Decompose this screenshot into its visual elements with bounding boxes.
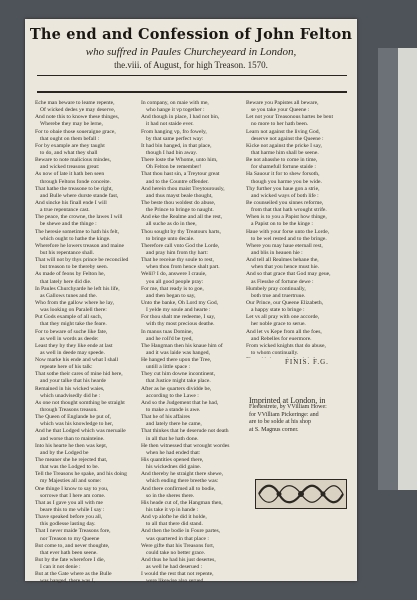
verse-line: in all that he hath done. xyxy=(146,435,199,442)
verse-line: That hathe the treasone to be right, xyxy=(35,185,113,192)
verse-line: for shamefull fortune staide : xyxy=(251,164,316,171)
verse-line: Into his hearte he then was kept, xyxy=(35,442,108,449)
imprint-line: at S. Magnus corner. xyxy=(249,426,299,433)
verse-line: and your talke that his hearde xyxy=(40,378,107,385)
verse-line: That will not by thys prince be reconciled xyxy=(35,257,129,264)
finis-initials: F.G. xyxy=(313,358,329,366)
verse-line: and pray him from thy hart: xyxy=(146,249,208,256)
verse-line: as well in words as deede: xyxy=(40,335,99,342)
verse-line: Ha Sauour it for to shew forsoth, xyxy=(246,171,320,178)
verse-line: and it was laide was hanged, xyxy=(146,349,210,356)
verse-line: I yelde my soule and hearte : xyxy=(146,307,211,314)
verse-line: His heade cut of, the Hangman then, xyxy=(141,499,223,506)
verse-line: But come to, and never thoughte, xyxy=(35,542,110,549)
imprint-line: are to be solde at his shop xyxy=(249,419,311,426)
verse-line: Humbely pray continually, xyxy=(246,285,306,292)
verse-line: And there confirmed all to bodie, xyxy=(141,485,216,492)
verse-line: could take no better grace. xyxy=(146,549,206,556)
verse-line: when that you hence must hie. xyxy=(251,264,320,271)
verse-line: Were gifte that his Treasons fort, xyxy=(141,542,215,549)
verse-line: For to beware of suche like fate, xyxy=(35,328,108,335)
verse-line: that lately here did die. xyxy=(40,278,92,285)
verse-line: Learn not against the living God, xyxy=(246,128,320,135)
verse-column-3 xyxy=(246,100,350,358)
verse-line: The beste thou woldest do abuse, xyxy=(141,199,216,206)
verse-line: That thou hast sin, a Treytour great xyxy=(141,171,220,178)
verse-line: it had not staide ever. xyxy=(146,121,194,128)
verse-line: And eke the Realme and all the rest, xyxy=(141,214,223,221)
verse-line: and he roll'd be tyed, xyxy=(146,335,193,342)
verse-line: that harme him shall be seene. xyxy=(251,149,319,156)
verse-line: when he had ended that: xyxy=(146,449,201,456)
verse-line: But by the fate wherefore I die, xyxy=(35,557,106,563)
verse-line: that they might take the feare. xyxy=(40,321,107,328)
verse-line: The meaner she he rejected that, xyxy=(35,457,108,464)
rule-bottom xyxy=(37,91,347,93)
verse-line: I can it not denie : xyxy=(40,564,81,571)
broadside-sheet xyxy=(25,19,357,585)
verse-line: It had bin hanged, in that place, xyxy=(141,142,212,149)
verse-line: which ending there breethe was: xyxy=(146,478,219,485)
verse-line: and Bulle where durste stande fast, xyxy=(40,192,119,199)
verse-line: that ought on them befall : xyxy=(40,135,100,142)
verse-line: a Papist on to be the kinge : xyxy=(251,221,313,228)
verse-line: to be wel rested and to the bringe. xyxy=(251,235,327,242)
verse-line: They cut him downe incontinent, xyxy=(141,371,216,378)
verse-line: to do, and what they shall xyxy=(40,149,98,156)
verse-line: by that same perfect way: xyxy=(146,135,204,142)
verse-line: As made of feons by Felton he, xyxy=(35,271,106,278)
verse-line: when thou from hence shalt part. xyxy=(146,264,220,271)
verse-line: and to the Countre offender. xyxy=(146,178,209,185)
verse-line: That I never maide Treasons fore, xyxy=(35,528,111,535)
verse-line: and blis in heauen hie : xyxy=(251,249,303,256)
verse-line: who hange it vp together : xyxy=(146,107,205,114)
verse-line: from that that hath wrought strife. xyxy=(251,207,327,214)
verse-line: That he of his affaires xyxy=(141,414,190,421)
verse-line: Let not your Treasonous hartes be bent xyxy=(246,114,334,121)
rule-top xyxy=(37,75,347,76)
verse-line: Put Gods example of all such, xyxy=(35,314,103,321)
verse-line: beare this to me while I say : xyxy=(40,507,105,514)
verse-line: though you harme you be wide. xyxy=(251,178,322,185)
verse-line: sorrowe that I here am come. xyxy=(40,492,106,499)
verse-line: as well he had deserued : xyxy=(146,564,203,571)
verse-line: Let vs all pray with one accorde, xyxy=(246,314,320,321)
verse-line: And though in place, I had not bin, xyxy=(141,114,220,121)
verse-line: The Hangman then his knaue him of xyxy=(141,342,223,349)
verse-line: The peace, the crowne, the lawes I will xyxy=(35,214,123,221)
verse-line: Be counseiled you sinnes reforme, xyxy=(246,199,324,206)
verse-line: And he that Lodged which was meruaile xyxy=(35,428,126,435)
verse-line: and lately there he came, xyxy=(146,421,202,428)
verse-line: that ever hath been seene. xyxy=(40,549,98,556)
verse-line: were likewise also serued. xyxy=(146,578,205,585)
imprint-line: Fleetestrete, by VVilliam Howe: xyxy=(249,404,327,411)
title-line-1: The end and Confession of John Felton xyxy=(29,26,353,43)
verse-line: Wherefore he lowers treason and maine xyxy=(35,242,124,249)
verse-line: That as I gave you all with me xyxy=(35,499,103,506)
verse-line: As one not thought somthing be straight xyxy=(35,399,125,406)
verse-line: through Treasons treason. xyxy=(40,407,98,414)
verse-line: her noble grace to serue. xyxy=(251,321,306,328)
verse-line: And sincke his finall ende I will xyxy=(35,199,107,206)
verse-line: When is to you a Papist how thinge, xyxy=(246,214,327,221)
verse-line: but treason to be thereby seen. xyxy=(40,264,109,271)
title-line-2: who suffred in Paules Churcheyeard in London, xyxy=(85,46,297,58)
verse-line: as Gallows tunes and the. xyxy=(40,292,98,299)
verse-line: Oh Felton be remember! xyxy=(146,164,202,171)
verse-line: no more to her hath been. xyxy=(251,121,309,128)
verse-line: which ought to hathe the kinge. xyxy=(40,235,111,242)
verse-column-1 xyxy=(35,100,133,590)
verse-line: From hanging vp, fro fowely, xyxy=(141,128,207,135)
verse-line: And so the Judgement that he had, xyxy=(141,399,219,406)
verse-line: In manus tuas Domine, xyxy=(141,328,193,335)
verse-line: Our Prince, our Queene Elizabeth, xyxy=(246,299,324,306)
verse-line: Thy further you haue gon a strie, xyxy=(246,185,320,192)
verse-line: which was his knowledge to her, xyxy=(40,421,114,428)
verse-line: according to the Lawe : xyxy=(146,392,199,399)
verse-line: That thinkes that he deserude not death xyxy=(141,428,229,435)
verse-line: Wherebe they may be lerne, xyxy=(40,121,103,128)
verse-line: Thou sought by thy Treatours harts, xyxy=(141,228,221,235)
verse-line: repeate here of his talk: xyxy=(40,364,93,371)
verse-line: you all good people pray: xyxy=(146,278,204,285)
verse-line: Beware you Papistes all beware, xyxy=(246,100,319,106)
verse-line: was looking on Paralell there: xyxy=(40,307,107,314)
verse-line: and by the Lodged be xyxy=(40,449,89,456)
verse-line: That he receiue thy soule to rest, xyxy=(141,257,214,264)
verse-line: which unadvisedly did he : xyxy=(40,392,101,399)
verse-line: that was the Lodged to be. xyxy=(40,464,100,471)
verse-line: Tell the Treasons he spake, and his doing xyxy=(35,471,127,478)
verse-line: deserve not against the Queene : xyxy=(251,135,324,142)
verse-line: The heresie sometime to hath his felt, xyxy=(35,228,120,235)
verse-line: his wickednes did gaine. xyxy=(146,464,201,471)
verse-line: Eche man beware to leame repente, xyxy=(35,100,115,106)
verse-line: He hanged there upon the Tree, xyxy=(141,357,212,364)
verse-line: a happy state to bringe : xyxy=(251,307,305,314)
verse-line: to bringe unto decaie. xyxy=(146,235,195,242)
verse-line: but his repentance shall. xyxy=(40,249,95,256)
verse-line: Unto the banke, Oh Lord my God, xyxy=(141,299,219,306)
verse-line: The Queen of Englande he put of, xyxy=(35,414,111,421)
verse-line: Beware to note malicious mindes, xyxy=(35,157,111,164)
verse-line: Least they by they like ende at last xyxy=(35,342,113,349)
verse-line: Therefore call vnto God the Lorde, xyxy=(141,242,220,249)
verse-column-2 xyxy=(141,100,241,590)
verse-line: and thus mayst beale thought, xyxy=(146,192,213,199)
verse-line: all suche as do in thee, xyxy=(146,221,197,228)
verse-line: And vp alofte he did it holde, xyxy=(141,514,207,521)
verse-line: was hanged, there was I, xyxy=(40,578,95,585)
verse-line: In company, on maie with me, xyxy=(141,100,209,106)
verse-line: That sothe their cares of mine hid here, xyxy=(35,371,123,378)
verse-line: both true and truertruue. xyxy=(251,292,306,299)
verse-line: his take it vp in hande : xyxy=(146,507,199,514)
scale-ruler xyxy=(378,48,417,490)
verse-line: For thou shalt me redeeme, I say, xyxy=(141,314,216,321)
imprint-block xyxy=(249,397,353,434)
verse-line: And let vs Kepe from all the foes, xyxy=(246,328,322,335)
verse-line: to whom continually. xyxy=(251,349,299,356)
verse-line: with thy most precious deathe. xyxy=(146,321,215,328)
verse-line: to all that there did stand. xyxy=(146,521,203,528)
verse-line: And then the bodie in Foure partes, xyxy=(141,528,221,535)
verse-line: untill a little space : xyxy=(146,364,191,371)
verse-line: as well in deede may speede. xyxy=(40,349,105,356)
verse-line: Thave speaked before you all, xyxy=(35,514,103,521)
verse-line: was quartered in that place : xyxy=(146,535,209,542)
verse-line: As now of late it hath ben seen xyxy=(35,171,105,178)
verse-line: Haue with your forse unto the Lorde, xyxy=(246,228,330,235)
verse-line: and wicked ways of both life : xyxy=(251,192,319,199)
verse-line: and worse than to mainteine. xyxy=(40,435,105,442)
verse-line: And herein thou maist Treytourously, xyxy=(141,185,225,192)
verse-line: the Prince to bringe to naught. xyxy=(146,207,214,214)
finis-mark xyxy=(285,358,329,366)
verse-line: this godlesse lasting day. xyxy=(40,521,96,528)
verse-line: He then witnessed that wrought wordes xyxy=(141,442,230,449)
verse-line: After as he quarters dividde be, xyxy=(141,385,212,392)
verse-line: Who from the gallow where he lay, xyxy=(35,299,115,306)
verse-line: I would the rest that not repente, xyxy=(141,571,214,578)
imprint-line: Imprinted at London, in xyxy=(249,396,326,405)
verse-line: And so that grace that God may geue, xyxy=(246,271,331,278)
verse-line: to make a stande is awe. xyxy=(146,407,201,414)
verse-line: For me, that ready is to goe, xyxy=(141,285,204,292)
verse-line: that Justice might take place. xyxy=(146,378,211,385)
verse-line: through Feltons fonde conceite. xyxy=(40,178,111,185)
verse-line: And note this to knowe these thinges, xyxy=(35,114,120,121)
verse-line: There loste the Whome, unto him, xyxy=(141,157,218,164)
finis-text: FINIS. xyxy=(285,358,311,366)
verse-line: though I had bin away. xyxy=(146,149,198,156)
verse-line: and wicked treasons great: xyxy=(40,164,100,171)
title-line-3: the.viii. of August, for high Treason. 1570. xyxy=(114,60,268,70)
verse-line: Kicke not against the pricke I say, xyxy=(246,142,322,149)
verse-line: as Flesshe of fortune dewe : xyxy=(251,278,314,285)
printer-ornament-icon xyxy=(255,479,347,509)
verse-line: and then began to say, xyxy=(146,292,196,299)
verse-line: One thinge I know to say to you, xyxy=(35,485,109,492)
verse-line: For to obaie those soueraigne grace, xyxy=(35,128,116,135)
verse-line: my Majesties all and some: xyxy=(40,478,102,485)
verse-line: and Rebelles for euermore. xyxy=(251,335,312,342)
verse-line: In Paules Churchyarde he left his life, xyxy=(35,285,120,292)
verse-line: a true repentance cast. xyxy=(40,207,90,214)
verse-line: For by example are they taught xyxy=(35,142,105,149)
verse-line: so in the sheres there. xyxy=(146,492,195,499)
verse-line: Be not abasshe to come in time, xyxy=(246,157,318,164)
verse-line: And thereby he straight there shewe, xyxy=(141,471,224,478)
verse-line: Remained in his wicked waies, xyxy=(35,385,105,392)
verse-line: nor Treason to my Queene xyxy=(40,535,100,542)
verse-line: Where you may haue eternall rest, xyxy=(246,242,323,249)
verse-line: Welil? I do, answere I crauie, xyxy=(141,271,207,278)
verse-line: But at the Gate where as the Bulle xyxy=(35,571,112,578)
verse-line: And tell all Realmes behane the, xyxy=(246,257,319,264)
verse-line: And thus he had his just desertes, xyxy=(141,557,216,563)
scale-ruler-strip xyxy=(398,48,417,490)
verse-line: be shewe and the thinge : xyxy=(40,221,97,228)
verse-line: His quantities opened there, xyxy=(141,457,204,464)
verse-line: From wicked knights that do abuse, xyxy=(246,342,326,349)
verse-line: Of wicked dedes ye may deserve, xyxy=(40,107,116,114)
imprint-line: for VVilliam Pickeringe: and xyxy=(249,411,319,418)
verse-line: se you take your Queene : xyxy=(251,107,310,114)
verse-line: Now marke his ende and what I shall xyxy=(35,357,119,364)
